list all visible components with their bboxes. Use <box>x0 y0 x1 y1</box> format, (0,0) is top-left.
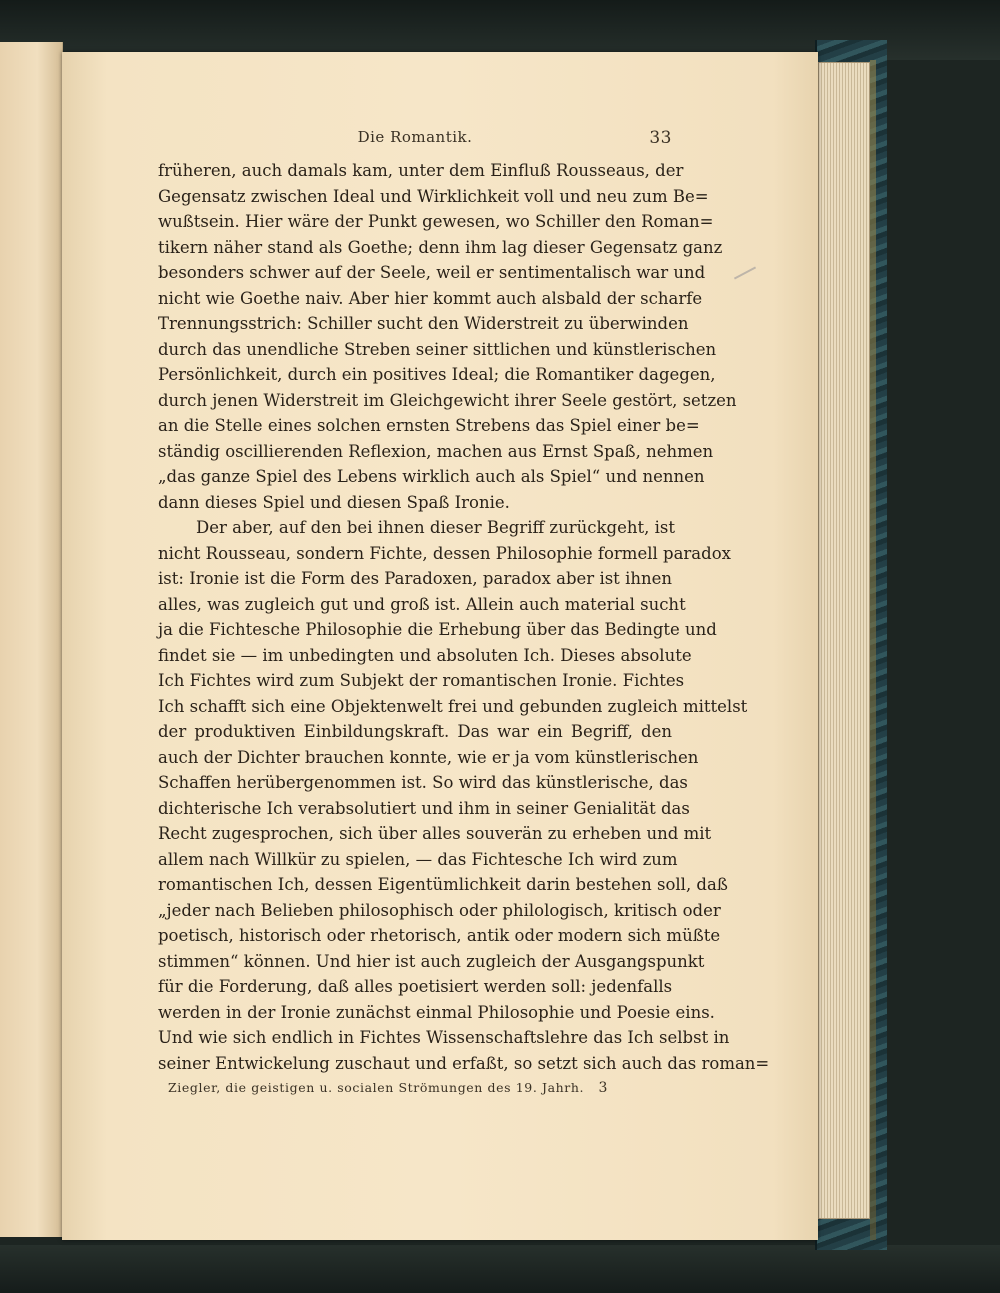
text-line: besonders schwer auf der Seele, weil er sentimentalisch war und <box>158 263 706 282</box>
text-line: allem nach Willkür zu spielen, — das Fichtesche Ich wird zum <box>158 849 678 869</box>
text-line: „das ganze Spiel des Lebens wirklich auch als Spiel“ und nennen <box>158 467 705 486</box>
text-line: durch das unendliche Streben seiner sittlichen und künstlerischen <box>158 339 717 359</box>
text-line: ja die Fichtesche Philosophie die Erhebung über das Bedingte und <box>158 620 717 639</box>
page-stack-edge <box>818 62 870 1219</box>
text-line: an die Stelle eines solchen ernsten Strebens das Spiel einer be= <box>158 416 700 435</box>
text-line: dann dieses Spiel und diesen Spaß Ironie. <box>158 492 510 512</box>
text-line: wußtsein. Hier wäre der Punkt gewesen, wo Schiller den Roman= <box>158 212 714 231</box>
text-line: Trennungsstrich: Schiller sucht den Widerstreit zu überwinden <box>158 314 689 333</box>
text-line: „jeder nach Belieben philosophisch oder philologisch, kritisch oder <box>158 900 721 920</box>
text-line: dichterische Ich verabsolutiert und ihm in seiner Genialität das <box>158 798 690 818</box>
text-line: früheren, auch damals kam, unter dem Einfluß Rousseaus, der <box>158 161 684 180</box>
text-line: Gegensatz zwischen Ideal und Wirklichkeit voll und neu zum Be= <box>158 186 709 206</box>
text-line: Schaffen herübergenommen ist. So wird das künstlerische, das <box>158 773 688 792</box>
running-title: Die Romantik. <box>357 128 473 146</box>
text-line: Der aber, auf den bei ihnen dieser Begriff zurückgeht, ist <box>196 518 675 537</box>
text-line: auch der Dichter brauchen konnte, wie er ja vom künstlerischen <box>158 747 699 767</box>
text-line: Ich Fichtes wird zum Subjekt der romantischen Ironie. Fichtes <box>158 671 685 690</box>
left-page-edge <box>0 42 63 1237</box>
text-line: für die Forderung, daß alles poetisiert werden soll: jedenfalls <box>158 977 673 996</box>
text-line: durch jenen Widerstreit im Gleichgewicht ihrer Seele gestört, setzen <box>158 390 737 410</box>
text-line: poetisch, historisch oder rhetorisch, antik oder modern sich müßte <box>158 926 721 945</box>
text-line: der produktiven Einbildungskraft. Das war ein Begriff, den <box>158 722 672 741</box>
text-line: nicht wie Goethe naiv. Aber hier kommt auch alsbald der scharfe <box>158 288 703 308</box>
text-line: Und wie sich endlich in Fichtes Wissenschaftslehre das Ich selbst in <box>158 1028 730 1047</box>
text-line: Ich schafft sich eine Objektenwelt frei und gebunden zugleich mittelst <box>158 696 748 716</box>
text-line: stimmen“ können. Und hier ist auch zugleich der Ausgangspunkt <box>158 951 705 971</box>
text-line: ist: Ironie ist die Form des Paradoxen, paradox aber ist ihnen <box>158 569 672 588</box>
text-line: tikern näher stand als Goethe; denn ihm lag dieser Gegensatz ganz <box>158 237 723 257</box>
text-line: Recht zugesprochen, sich über alles souverän zu erheben und mit <box>158 824 712 843</box>
text-line: seiner Entwickelung zuschaut und erfaßt, so setzt sich auch das roman= <box>158 1053 770 1073</box>
text-line: findet sie — im unbedingten und absoluten Ich. Dieses absolute <box>158 645 692 665</box>
text-line: ständig oscillierenden Reflexion, machen aus Ernst Spaß, nehmen <box>158 441 714 461</box>
page-number: 33 <box>649 128 672 148</box>
text-line: Persönlichkeit, durch ein positives Ideal; die Romantiker dagegen, <box>158 365 716 384</box>
cover-edge <box>870 60 876 1240</box>
running-head <box>158 128 672 150</box>
text-line: nicht Rousseau, sondern Fichte, dessen Philosophie formell paradox <box>158 543 731 563</box>
body-text <box>158 158 770 1076</box>
signature-mark: 3 <box>598 1080 608 1096</box>
footer <box>168 1080 608 1100</box>
text-line: alles, was zugleich gut und groß ist. Allein auch material sucht <box>158 594 686 614</box>
background-bottom <box>0 1245 1000 1293</box>
text-line: werden in der Ironie zunächst einmal Philosophie und Poesie eins. <box>158 1002 715 1022</box>
text-line: romantischen Ich, dessen Eigentümlichkeit darin bestehen soll, daß <box>158 875 728 894</box>
footer-text: Ziegler, die geistigen u. socialen Strömungen des 19. Jahrh. <box>168 1080 585 1095</box>
